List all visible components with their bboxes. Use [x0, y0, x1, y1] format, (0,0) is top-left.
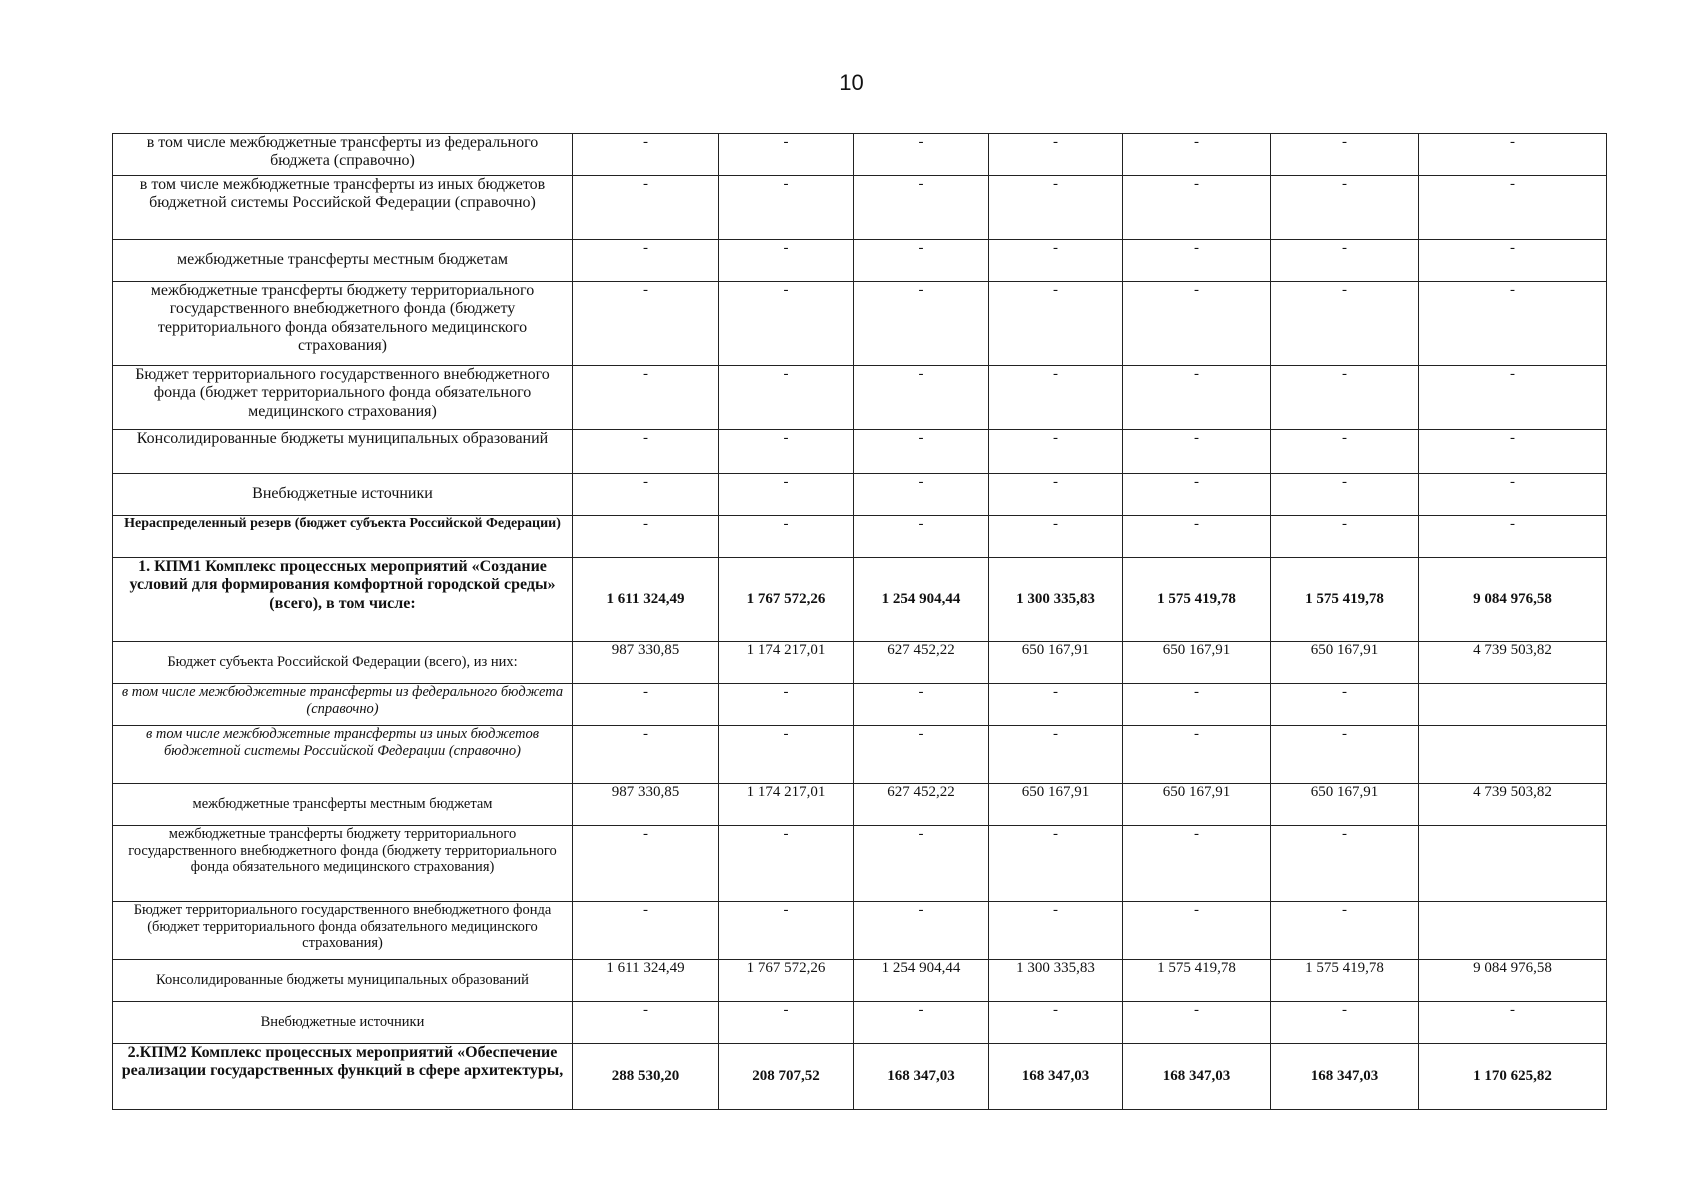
value-cell: - — [573, 684, 719, 726]
row-label: межбюджетные трансферты бюджету территориального государственного внебюджетного фонда (бюджету территориального фонда обязательного медицинского страхования) — [113, 282, 573, 366]
value-cell: - — [573, 134, 719, 176]
value-cell: - — [854, 516, 989, 558]
value-cell: - — [989, 902, 1123, 960]
row-label: Внебюджетные источники — [113, 474, 573, 516]
value-cell: - — [719, 726, 854, 784]
value-cell: - — [573, 430, 719, 474]
value-cell: 208 707,52 — [719, 1044, 854, 1110]
value-cell: 1 170 625,82 — [1419, 1044, 1607, 1110]
value-cell: - — [1419, 134, 1607, 176]
value-cell: - — [854, 726, 989, 784]
value-cell: - — [989, 516, 1123, 558]
table-row — [113, 430, 1607, 474]
value-cell: - — [1271, 366, 1419, 430]
table-row — [113, 784, 1607, 826]
value-cell: - — [989, 134, 1123, 176]
value-cell: - — [1271, 726, 1419, 784]
table-row — [113, 558, 1607, 642]
value-cell: - — [1419, 240, 1607, 282]
value-cell: 1 300 335,83 — [989, 960, 1123, 1002]
value-cell: - — [989, 684, 1123, 726]
value-cell: 627 452,22 — [854, 642, 989, 684]
value-cell: 1 575 419,78 — [1123, 960, 1271, 1002]
value-cell: 1 575 419,78 — [1271, 960, 1419, 1002]
value-cell: - — [1271, 1002, 1419, 1044]
value-cell: 650 167,91 — [1271, 642, 1419, 684]
value-cell: - — [1271, 134, 1419, 176]
value-cell: - — [1123, 366, 1271, 430]
value-cell: - — [989, 240, 1123, 282]
value-cell: - — [1271, 684, 1419, 726]
row-label: 2.КПМ2 Комплекс процессных мероприятий «Обеспечение реализации государственных функций в сфере архитектуры, — [113, 1044, 573, 1110]
value-cell: - — [1123, 516, 1271, 558]
value-cell: - — [1419, 282, 1607, 366]
value-cell: - — [989, 474, 1123, 516]
value-cell: - — [989, 826, 1123, 902]
value-cell: - — [1419, 1002, 1607, 1044]
value-cell: - — [573, 366, 719, 430]
value-cell: - — [989, 1002, 1123, 1044]
value-cell: 1 575 419,78 — [1271, 558, 1419, 642]
value-cell: 1 254 904,44 — [854, 558, 989, 642]
value-cell: - — [573, 282, 719, 366]
value-cell: - — [989, 430, 1123, 474]
table-row — [113, 516, 1607, 558]
value-cell: 4 739 503,82 — [1419, 642, 1607, 684]
value-cell: - — [989, 176, 1123, 240]
row-label: Бюджет территориального государственного внебюджетного фонда (бюджет территориального фонда обязательного медицинского страхования) — [113, 902, 573, 960]
row-label: Внебюджетные источники — [113, 1002, 573, 1044]
value-cell: - — [573, 826, 719, 902]
value-cell: - — [1271, 430, 1419, 474]
value-cell: - — [1123, 826, 1271, 902]
row-label: в том числе межбюджетные трансферты из иных бюджетов бюджетной системы Российской Федерации (справочно) — [113, 726, 573, 784]
value-cell: - — [573, 902, 719, 960]
value-cell — [1419, 826, 1607, 902]
row-label: Нераспределенный резерв (бюджет субъекта Российской Федерации) — [113, 516, 573, 558]
page-number: 10 — [839, 70, 864, 95]
value-cell — [1419, 684, 1607, 726]
value-cell: 1 254 904,44 — [854, 960, 989, 1002]
value-cell: 650 167,91 — [989, 784, 1123, 826]
value-cell: - — [1419, 176, 1607, 240]
value-cell: 1 575 419,78 — [1123, 558, 1271, 642]
row-label: Бюджет субъекта Российской Федерации (всего), из них: — [113, 642, 573, 684]
value-cell: 288 530,20 — [573, 1044, 719, 1110]
row-label: Консолидированные бюджеты муниципальных образований — [113, 430, 573, 474]
row-label: Бюджет территориального государственного внебюджетного фонда (бюджет территориального фонда обязательного медицинского страхования) — [113, 366, 573, 430]
value-cell: 168 347,03 — [1123, 1044, 1271, 1110]
value-cell: - — [719, 826, 854, 902]
table-row — [113, 642, 1607, 684]
value-cell: - — [1271, 474, 1419, 516]
value-cell: - — [573, 726, 719, 784]
value-cell: - — [989, 366, 1123, 430]
value-cell: 4 739 503,82 — [1419, 784, 1607, 826]
value-cell: - — [1419, 366, 1607, 430]
value-cell: - — [1271, 902, 1419, 960]
value-cell: 1 174 217,01 — [719, 642, 854, 684]
value-cell: 168 347,03 — [854, 1044, 989, 1110]
table-row — [113, 826, 1607, 902]
value-cell: 1 611 324,49 — [573, 558, 719, 642]
row-label: в том числе межбюджетные трансферты из иных бюджетов бюджетной системы Российской Федерации (справочно) — [113, 176, 573, 240]
table-row — [113, 902, 1607, 960]
value-cell: - — [1123, 902, 1271, 960]
value-cell: - — [1419, 474, 1607, 516]
value-cell: - — [719, 176, 854, 240]
row-label: 1. КПМ1 Комплекс процессных мероприятий «Создание условий для формирования комфортной городской среды» (всего), в том числе: — [113, 558, 573, 642]
value-cell: - — [854, 366, 989, 430]
table-row — [113, 1002, 1607, 1044]
table-row — [113, 240, 1607, 282]
row-label: межбюджетные трансферты бюджету территориального государственного внебюджетного фонда (бюджету территориального фонда обязательного медицинского страхования) — [113, 826, 573, 902]
value-cell: - — [719, 366, 854, 430]
value-cell: - — [1271, 516, 1419, 558]
value-cell: - — [719, 474, 854, 516]
value-cell: - — [719, 282, 854, 366]
value-cell: - — [1123, 282, 1271, 366]
value-cell: - — [573, 240, 719, 282]
table-row — [113, 134, 1607, 176]
value-cell: - — [854, 240, 989, 282]
value-cell: - — [719, 240, 854, 282]
value-cell: - — [573, 1002, 719, 1044]
value-cell: - — [573, 516, 719, 558]
value-cell: 650 167,91 — [1123, 642, 1271, 684]
value-cell: - — [1123, 430, 1271, 474]
value-cell — [1419, 902, 1607, 960]
value-cell: 650 167,91 — [1271, 784, 1419, 826]
value-cell: - — [854, 902, 989, 960]
value-cell: 1 174 217,01 — [719, 784, 854, 826]
value-cell: 627 452,22 — [854, 784, 989, 826]
value-cell: 1 611 324,49 — [573, 960, 719, 1002]
value-cell: - — [1419, 430, 1607, 474]
value-cell: - — [573, 474, 719, 516]
value-cell: - — [989, 282, 1123, 366]
value-cell: - — [1123, 684, 1271, 726]
value-cell: - — [1419, 516, 1607, 558]
value-cell: - — [1271, 176, 1419, 240]
value-cell: 9 084 976,58 — [1419, 960, 1607, 1002]
row-label: межбюджетные трансферты местным бюджетам — [113, 240, 573, 282]
value-cell: - — [719, 516, 854, 558]
value-cell: 168 347,03 — [989, 1044, 1123, 1110]
table-row — [113, 684, 1607, 726]
value-cell: - — [854, 282, 989, 366]
row-label: в том числе межбюджетные трансферты из федерального бюджета (справочно) — [113, 134, 573, 176]
value-cell: 987 330,85 — [573, 642, 719, 684]
value-cell: - — [1123, 176, 1271, 240]
value-cell: - — [1123, 726, 1271, 784]
value-cell — [1419, 726, 1607, 784]
value-cell: 1 767 572,26 — [719, 960, 854, 1002]
value-cell: - — [1123, 474, 1271, 516]
value-cell: - — [854, 430, 989, 474]
budget-table — [112, 133, 1607, 1110]
table-row — [113, 960, 1607, 1002]
value-cell: - — [1271, 282, 1419, 366]
table-row — [113, 726, 1607, 784]
value-cell: - — [854, 826, 989, 902]
value-cell: - — [1123, 240, 1271, 282]
value-cell: 1 300 335,83 — [989, 558, 1123, 642]
value-cell: - — [1271, 240, 1419, 282]
table-row — [113, 176, 1607, 240]
table-row — [113, 366, 1607, 430]
value-cell: - — [854, 1002, 989, 1044]
value-cell: - — [854, 176, 989, 240]
value-cell: 987 330,85 — [573, 784, 719, 826]
value-cell: - — [719, 430, 854, 474]
value-cell: - — [573, 176, 719, 240]
row-label: в том числе межбюджетные трансферты из федерального бюджета (справочно) — [113, 684, 573, 726]
value-cell: 650 167,91 — [1123, 784, 1271, 826]
value-cell: 650 167,91 — [989, 642, 1123, 684]
row-label: Консолидированные бюджеты муниципальных образований — [113, 960, 573, 1002]
value-cell: - — [1271, 826, 1419, 902]
value-cell: 1 767 572,26 — [719, 558, 854, 642]
value-cell: - — [854, 134, 989, 176]
value-cell: 9 084 976,58 — [1419, 558, 1607, 642]
value-cell: - — [854, 474, 989, 516]
value-cell: - — [1123, 134, 1271, 176]
value-cell: - — [989, 726, 1123, 784]
value-cell: - — [719, 902, 854, 960]
value-cell: - — [854, 684, 989, 726]
table-row — [113, 474, 1607, 516]
value-cell: - — [1123, 1002, 1271, 1044]
value-cell: - — [719, 1002, 854, 1044]
value-cell: - — [719, 684, 854, 726]
value-cell: 168 347,03 — [1271, 1044, 1419, 1110]
table-row — [113, 1044, 1607, 1110]
row-label: межбюджетные трансферты местным бюджетам — [113, 784, 573, 826]
value-cell: - — [719, 134, 854, 176]
table-row — [113, 282, 1607, 366]
